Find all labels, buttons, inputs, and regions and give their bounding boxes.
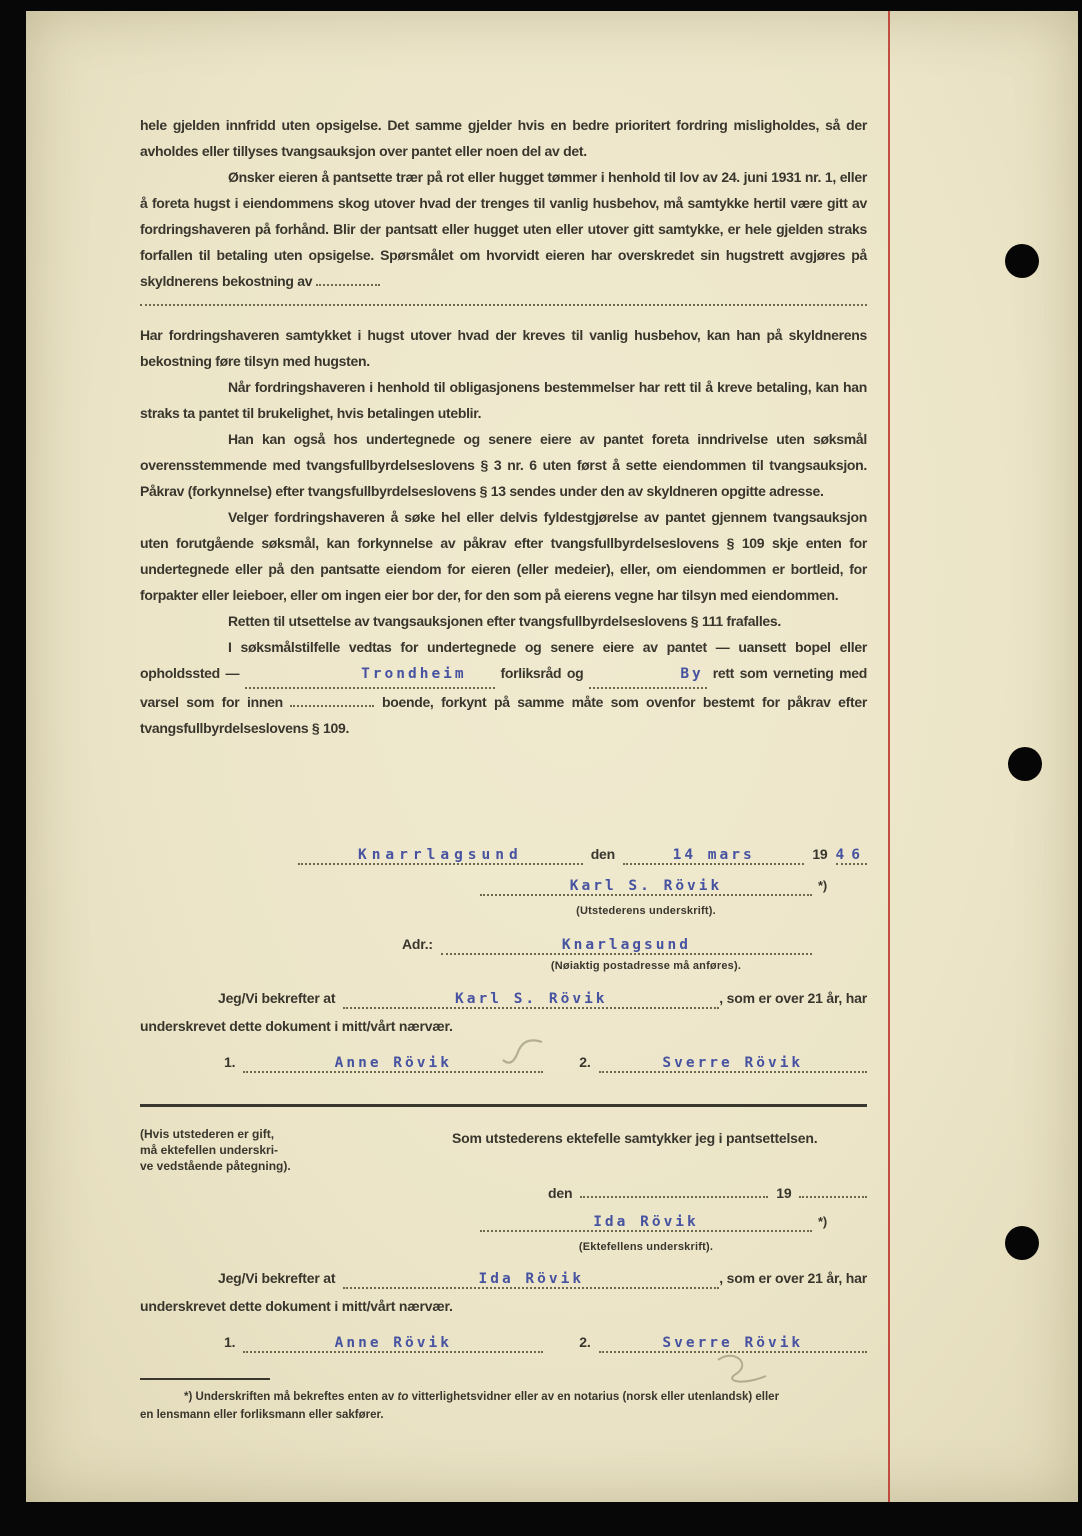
spouse-signature-line: [140, 1214, 867, 1232]
spouse-year-prefix: 19: [776, 1185, 792, 1201]
paragraph-8-text-b: forliksråd og: [500, 665, 584, 681]
blank-line: [140, 304, 867, 306]
address-label: Adr.:: [402, 936, 433, 952]
witness-1-signature: Anne Rövik: [243, 1055, 543, 1073]
paragraph-8-text-c: rett som verneting med varsel som for innen: [140, 665, 867, 710]
body-text: [140, 112, 867, 741]
date-line: [140, 846, 867, 865]
spouse-note-line-1: (Hvis utstederen er gift,: [140, 1127, 275, 1141]
spouse-confirmation-prefix: Jeg/Vi bekrefter at: [218, 1270, 336, 1286]
address-field: Knarlagsund: [441, 937, 812, 955]
footnote-text-a: Underskriften må bekreftes enten av: [195, 1391, 395, 1403]
paragraph-3: Har fordringshaveren samtykket i hugst utover hvad der kreves til vanlig husbehov, kan han på skyldnerens bekostning føre tilsyn med hugsten.: [140, 327, 867, 369]
venue-field-2: By: [589, 661, 707, 689]
punch-hole-bottom: [1005, 1226, 1039, 1260]
paragraph-5: Han kan også hos undertegnede og senere eiere av pantet foreta inndrivelse uten søksmål overensstemmende med tvangsfullbyrdelseslovens § 3 nr. 6 uten først å sette eiendommen til tvangsauksjon. Påkrav (forkynnelse) efter tvangsfullbyrdelseslovens § 13 sendes under den av skyldneren opgitte adresse.: [140, 431, 867, 499]
spouse-year-field: [799, 1184, 867, 1198]
witness-2-signature: Sverre Rövik: [599, 1055, 867, 1073]
spouse-note-line-2: må ektefellen underskri-: [140, 1143, 279, 1157]
witness-1-number: 1.: [224, 1334, 236, 1350]
witness-1-signature: Anne Rövik: [243, 1335, 543, 1353]
red-margin-rule: [888, 11, 890, 1502]
spouse-note-line-3: ve vedstående påtegning).: [140, 1159, 291, 1173]
paragraph-8: [140, 634, 867, 741]
address-caption: (Nøiaktig postadresse må anføres).: [550, 960, 742, 972]
confirmation-prefix: Jeg/Vi bekrefter at: [218, 990, 336, 1006]
section-divider: [140, 1104, 867, 1107]
year-field: 46: [835, 847, 867, 863]
spouse-confirmation-line: [140, 1270, 867, 1289]
footnote-line-2: en lensmann eller forliksmann eller sakfører.: [140, 1409, 384, 1421]
confirmation-line: [140, 990, 867, 1009]
paragraph-2: [140, 164, 867, 294]
spouse-margin-note: [140, 1126, 375, 1174]
witness-2-number: 2.: [579, 1054, 591, 1070]
confirmation-line-2: underskrevet dette dokument i mitt/vårt nærvær.: [140, 1018, 453, 1034]
spouse-den-label: den: [548, 1185, 573, 1201]
footnote-text-b: vitterlighetsvidner eller av en notarius (norsk eller utenlandsk) eller: [411, 1391, 780, 1403]
spouse-confirmed-name-field: Ida Rövik: [343, 1271, 719, 1289]
spouse-confirmation-suffix: , som er over 21 år, har: [719, 1270, 867, 1286]
spouse-date-field: [580, 1184, 768, 1198]
paragraph-1: hele gjelden innfridd uten opsigelse. Det samme gjelder hvis en bedre prioritert fordring misligholdes, så der avholdes eller tillyses tvangsauksjon over pantet eller noen del av det.: [140, 117, 867, 159]
spouse-signature-caption: (Ektefellens underskrift).: [578, 1241, 714, 1253]
paragraph-7: Retten til utsettelse av tvangsauksjonen efter tvangsfullbyrdelseslovens § 111 frafalles.: [228, 613, 781, 629]
witness-2-number: 2.: [579, 1334, 591, 1350]
witness-1-number: 1.: [224, 1054, 236, 1070]
pencil-scribble: [712, 1348, 776, 1390]
pencil-check-mark: [500, 1038, 546, 1070]
issuer-signature-field: Karl S. Rövik: [480, 878, 812, 896]
footnote: [140, 1388, 867, 1424]
blank-field: [290, 693, 374, 707]
footnote-italic-word: to: [397, 1391, 409, 1403]
footnote-reference: *): [818, 878, 827, 893]
footnote-marker: *): [184, 1391, 193, 1403]
spouse-confirmation-line-2: underskrevet dette dokument i mitt/vårt nærvær.: [140, 1298, 453, 1314]
paragraph-8-text-a: I søksmålstilfelle vedtas for undertegnede og senere eiere av pantet — uansett bopel eller opholdssted —: [140, 639, 867, 681]
confirmed-name-field: Karl S. Rövik: [343, 991, 719, 1009]
year-prefix: 19: [812, 846, 828, 862]
den-label: den: [590, 846, 615, 862]
venue-field-1: Trondheim: [245, 661, 495, 689]
spouse-date-line: [140, 1184, 867, 1201]
paragraph-6: Velger fordringshaveren å søke hel eller delvis fyldestgjørelse av pantet gjennem tvangsauksjon uten forutgående søksmål, kan forkynnelse av påkrav efter tvangsfullbyrdelseslovens § 109 skje enten for undertegnede eller på den pantsatte eiendom for eieren (eller medeier), eller, om eiendommen er bortleid, for forpakter eller leieboer, eller om ingen eier bor der, for den som på eierens vegne har tilsyn med eiendommen.: [140, 509, 867, 603]
footnote-reference: *): [818, 1214, 827, 1229]
date-field: 14 mars: [623, 847, 804, 865]
spouse-consent-text: Som utstederens ektefelle samtykker jeg i pantsettelsen.: [452, 1130, 818, 1146]
witness-2-signature: Sverre Rövik: [599, 1335, 867, 1353]
address-line: [140, 936, 867, 955]
paragraph-4: Når fordringshaveren i henhold til obligasjonens bestemmelser har rett til å kreve betaling, kan han straks ta pantet til brukelighet, hvis betalingen uteblir.: [140, 379, 867, 421]
issuer-signature-line: [140, 878, 867, 896]
spouse-signature-field: Ida Rövik: [480, 1214, 812, 1232]
place-field: Knarrlagsund: [298, 847, 583, 865]
confirmation-suffix: , som er over 21 år, har: [719, 990, 867, 1006]
punch-hole-middle: [1008, 747, 1042, 781]
punch-hole-top: [1005, 244, 1039, 278]
blank-field: [316, 272, 380, 286]
paragraph-8-text-d: boende, forkynt på samme måte som ovenfor bestemt for påkrav efter tvangsfullbyrdelseslovens § 109.: [140, 694, 868, 736]
issuer-signature-caption: (Utstederens underskrift).: [576, 905, 716, 917]
paragraph-2-text: Ønsker eieren å pantsette trær på rot eller hugget tømmer i henhold til lov av 24. juni 1931 nr. 1, eller å foreta hugst i eiendommens skog utover hvad der trenges til vanlig husbehov, må samtykke hertil være gitt av fordringshaveren på forhånd. Blir der pantsatt eller hugget uten eller utover gitt samtykke, er hele gjelden straks forfallen til betaling uten opsigelse. Spørsmålet om hvorvidt eieren har overskredet sin hugstrett avgjøres på skyldnerens bekostning av: [140, 169, 867, 289]
footnote-rule: [140, 1378, 270, 1380]
footnote-line-1: [140, 1388, 867, 1406]
